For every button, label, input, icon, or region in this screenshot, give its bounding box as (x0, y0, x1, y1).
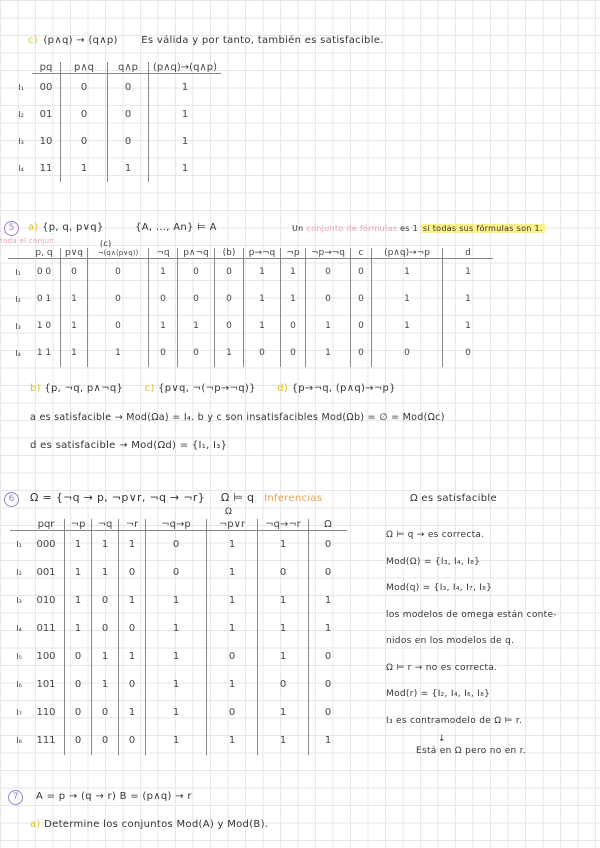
table-row (8, 259, 493, 286)
col-header: p→¬q (244, 248, 281, 259)
cell: 1 0 (36, 321, 52, 331)
cell: 1 (61, 340, 88, 367)
col-header: p∧q (61, 62, 108, 74)
col-header: ¬q→¬r (258, 519, 309, 531)
note-line: Está en Ω pero no en r. (416, 746, 527, 756)
sec6-inference: Inferencias (264, 493, 323, 504)
sec5-sets-line (30, 383, 396, 394)
cell: 011 (36, 623, 56, 634)
cell: 0 (306, 286, 351, 313)
cell: 0 (309, 699, 348, 727)
note-line: nidos en los modelos de q. (386, 636, 515, 646)
sec5-set-general: {A, ..., An} ⊨ A (135, 222, 217, 233)
cell: 0 (351, 286, 372, 313)
cell: 0 (92, 727, 119, 755)
cell: 1 (146, 671, 207, 699)
cell: 0 (65, 699, 92, 727)
cell: 1 (146, 643, 207, 671)
table-row (10, 74, 221, 101)
sec5-note-c: (c) (100, 239, 112, 248)
cell: 0 (351, 259, 372, 286)
sec5-label-b: b) (30, 383, 41, 394)
cell: 1 (281, 259, 306, 286)
table-row (8, 340, 493, 367)
cell: 0 (215, 313, 244, 340)
cell: 0 (309, 531, 348, 559)
col-header: (p∧q)→(q∧p) (149, 62, 222, 74)
row-label: I₁ (15, 267, 21, 277)
cell: 1 (119, 587, 146, 615)
cell: 1 (119, 643, 146, 671)
cell: 1 (149, 313, 178, 340)
row-label: I₄ (15, 348, 21, 358)
cell: 1 (61, 155, 108, 182)
cell: 1 (309, 615, 348, 643)
row-label: I₃ (18, 136, 24, 146)
exercise-7-number: 7 (8, 790, 23, 805)
cell: 0 (119, 671, 146, 699)
col-header: Ω (309, 519, 348, 531)
cell: 1 (65, 587, 92, 615)
col-header: pq (32, 62, 61, 74)
cell: 0 (281, 313, 306, 340)
sec6-notes (386, 522, 557, 758)
cell: 1 (281, 286, 306, 313)
sec4-truth-table (10, 62, 221, 182)
cell: 0 (443, 340, 494, 367)
exercise-6-number: 6 (4, 492, 19, 507)
col-header: q∧p (108, 62, 149, 74)
sec4-comment: Es válida y por tanto, también es satisfacible. (141, 35, 384, 46)
note-line: Mod(r) = {I₂, I₄, I₆, I₈} (386, 689, 491, 699)
col-header: ¬q (92, 519, 119, 531)
row-label: I₇ (16, 708, 22, 717)
cell: 10 (39, 135, 53, 147)
table-row (8, 286, 493, 313)
cell: 1 (146, 699, 207, 727)
cell: 0 0 (36, 267, 52, 278)
row-label: I₁ (16, 540, 22, 550)
cell: 0 (65, 643, 92, 671)
cell: 1 (258, 643, 309, 671)
cell: 1 (149, 155, 222, 182)
row-label: I₄ (16, 624, 22, 633)
note-arrow: ↓ (438, 734, 446, 744)
sec5-label-a: a) (28, 222, 39, 233)
cell: 11 (39, 162, 53, 174)
sec5-truth-table (8, 248, 493, 367)
cell: 1 (149, 101, 222, 128)
col-header: (p∧q)→¬p (372, 248, 443, 259)
cell: 1 (92, 559, 119, 587)
cell: 1 (92, 643, 119, 671)
sec5-heading (28, 222, 217, 233)
sec5-line2: d es satisfacible → Mod(Ωd) = {I₁, I₃} (30, 440, 228, 451)
cell: 1 (146, 587, 207, 615)
sec5-set-c: {p∨q, ¬(¬p→¬q)} (158, 383, 256, 394)
cell: 1 (207, 671, 258, 699)
sec5-line1: a es satisfacible → Mod(Ωa) = I₄. b y c son insatisfacibles Mod(Ωb) = ∅ = Mod(Ωc) (30, 412, 445, 423)
cell: 0 (61, 101, 108, 128)
cell: 1 (119, 699, 146, 727)
cell: 0 1 (36, 294, 52, 304)
cell: 0 (61, 74, 108, 101)
cell: 0 (146, 531, 207, 559)
cell: 1 (244, 259, 281, 286)
cell: 1 (149, 128, 222, 155)
cell: 0 (149, 340, 178, 367)
col-header: ¬p∨r (207, 519, 258, 531)
cell: 1 (146, 727, 207, 755)
cell: 0 (372, 340, 443, 367)
table-row (10, 643, 347, 671)
sec5-set-d: {p→¬q, (p∧q)→¬p} (291, 383, 396, 394)
cell: 1 (309, 587, 348, 615)
row-label: I₈ (16, 736, 22, 745)
col-header: ¬r (119, 519, 146, 531)
cell: 0 (119, 559, 146, 587)
sec7-definitions: A = p → (q → r) B = (p∧q) → r (36, 791, 192, 802)
col-header: p, q (28, 248, 61, 259)
cell: 01 (39, 108, 53, 120)
sec5-note (292, 224, 545, 233)
row-label: I₂ (18, 109, 24, 119)
sec6-brace-label: Ω (225, 507, 233, 517)
cell: 1 (65, 559, 92, 587)
col-header: ¬(q∧(p∨q)) (88, 248, 149, 259)
cell: 1 (207, 727, 258, 755)
cell: 1 (258, 587, 309, 615)
cell: 1 (309, 727, 348, 755)
table-row (10, 155, 221, 182)
col-header: ¬q→p (146, 519, 207, 531)
table-row (10, 727, 347, 755)
cell: 1 (65, 531, 92, 559)
row-label: I₂ (15, 294, 21, 304)
table-row (10, 587, 347, 615)
sec5-note-left: toda el conjun (0, 237, 55, 245)
cell: 0 (215, 286, 244, 313)
col-header: (b) (215, 248, 244, 259)
cell: 0 (108, 128, 149, 155)
cell: 0 (309, 559, 348, 587)
cell: 1 (108, 155, 149, 182)
col-header: p∨q (61, 248, 88, 259)
col-header: pqr (28, 519, 65, 531)
col-header: ¬p (281, 248, 306, 259)
sec7-task-line (30, 819, 268, 830)
cell: 0 (88, 259, 149, 286)
cell: 0 (244, 340, 281, 367)
table-row (10, 671, 347, 699)
note-highlight-pink: conjunto de fórmulas (306, 224, 398, 233)
col-header: ¬p (65, 519, 92, 531)
cell: 1 (372, 313, 443, 340)
cell: 1 (258, 727, 309, 755)
cell: 101 (36, 679, 56, 690)
cell: 1 (178, 313, 215, 340)
table-row (10, 699, 347, 727)
cell: 1 (149, 74, 222, 101)
col-header: ¬p→¬q (306, 248, 351, 259)
cell: 1 (88, 340, 149, 367)
exercise-5-number: 5 (4, 221, 19, 236)
row-label: I₄ (18, 163, 24, 173)
cell: 1 (215, 340, 244, 367)
cell: 1 (244, 286, 281, 313)
table-row (10, 559, 347, 587)
cell: 0 (149, 286, 178, 313)
note-text: 1 (412, 224, 419, 233)
cell: 0 (88, 286, 149, 313)
cell: 0 (258, 671, 309, 699)
cell: 0 (65, 671, 92, 699)
cell: 1 (306, 313, 351, 340)
cell: 1 (443, 259, 494, 286)
cell: 0 (92, 615, 119, 643)
sec5-set-b: {p, ¬q, p∧¬q} (44, 383, 124, 394)
note-line: Ω ⊨ q → es correcta. (386, 530, 485, 540)
cell: 110 (36, 707, 56, 718)
cell: 00 (39, 81, 53, 93)
cell: 1 (146, 615, 207, 643)
cell: 1 (258, 531, 309, 559)
row-label: I₅ (16, 652, 22, 661)
table-row (10, 128, 221, 155)
sec6-entails: Ω ⊨ q (220, 491, 255, 504)
sec6-truth-table (10, 519, 347, 755)
cell: 1 (207, 559, 258, 587)
cell: 0 (146, 559, 207, 587)
cell: 0 (351, 313, 372, 340)
cell: 0 (119, 727, 146, 755)
cell: 0 (178, 340, 215, 367)
cell: 0 (61, 259, 88, 286)
row-label: I₁ (18, 82, 24, 92)
sec5-label-d: d) (277, 383, 289, 394)
cell: 1 (372, 259, 443, 286)
sec4-formula: (p∧q) → (q∧p) (43, 35, 118, 46)
cell: 1 (372, 286, 443, 313)
row-label: I₃ (16, 596, 22, 605)
col-header: c (351, 248, 372, 259)
cell: 0 (309, 671, 348, 699)
note-text: Un (292, 224, 304, 233)
sec4-heading (28, 35, 384, 46)
cell: 1 (61, 286, 88, 313)
cell: 111 (36, 735, 56, 746)
note-text: es (400, 224, 410, 233)
sec6-formula: Ω = {¬q → p, ¬p∨r, ¬q → ¬r} (30, 491, 206, 504)
sec6-satisfiable: Ω es satisfacible (410, 493, 497, 504)
cell: 0 (309, 643, 348, 671)
table-row (10, 615, 347, 643)
sec6-heading (30, 491, 322, 504)
cell: 0 (351, 340, 372, 367)
cell: 1 (92, 531, 119, 559)
row-label: I₃ (15, 321, 21, 331)
note-line: Ω ⊨ r → no es correcta. (386, 662, 498, 673)
cell: 1 (244, 313, 281, 340)
table-row (8, 313, 493, 340)
table-row (10, 101, 221, 128)
cell: 0 (108, 101, 149, 128)
cell: 0 (88, 313, 149, 340)
cell: 1 (207, 531, 258, 559)
cell: 1 1 (36, 348, 52, 358)
col-header: d (443, 248, 494, 259)
cell: 1 (258, 699, 309, 727)
cell: 0 (258, 559, 309, 587)
cell: 100 (36, 651, 56, 662)
row-label: I₂ (16, 568, 22, 577)
cell: 1 (149, 259, 178, 286)
cell: 0 (119, 615, 146, 643)
cell: 0 (306, 259, 351, 286)
cell: 0 (108, 74, 149, 101)
cell: 000 (36, 539, 56, 551)
cell: 0 (207, 643, 258, 671)
cell: 0 (207, 699, 258, 727)
cell: 1 (258, 615, 309, 643)
sec4-label-c: c) (28, 35, 38, 46)
cell: 001 (36, 567, 56, 578)
cell: 010 (36, 595, 56, 606)
note-line: I₃ es contramodelo de Ω ⊨ r. (386, 715, 523, 726)
cell: 0 (281, 340, 306, 367)
cell: 1 (119, 531, 146, 559)
note-line: los modelos de omega están conte- (386, 609, 557, 620)
row-label: I₆ (16, 680, 22, 689)
note-line: Mod(Ω) = {I₃, I₄, I₈} (386, 556, 481, 567)
cell: 1 (306, 340, 351, 367)
cell: 0 (92, 587, 119, 615)
cell: 1 (65, 615, 92, 643)
note-highlight-yellow: si todas sus fórmulas son 1. (422, 224, 543, 233)
cell: 1 (92, 671, 119, 699)
cell: 1 (61, 313, 88, 340)
cell: 0 (65, 727, 92, 755)
table-row (10, 531, 347, 559)
sec7-label-a: a) (30, 819, 41, 830)
cell: 0 (178, 286, 215, 313)
cell: 0 (178, 259, 215, 286)
col-header: p∧¬q (178, 248, 215, 259)
cell: 0 (215, 259, 244, 286)
cell: 0 (92, 699, 119, 727)
cell: 1 (207, 615, 258, 643)
cell: 0 (61, 128, 108, 155)
col-header: ¬q (149, 248, 178, 259)
cell: 1 (443, 313, 494, 340)
note-line: Mod(q) = {I₃, I₄, I₇, I₈} (386, 583, 493, 593)
cell: 1 (443, 286, 494, 313)
sec5-label-c: c) (144, 383, 155, 394)
sec5-set-a: {p, q, p∨q} (42, 222, 104, 233)
sec7-task: Determine los conjuntos Mod(A) y Mod(B). (44, 819, 269, 830)
cell: 1 (207, 587, 258, 615)
